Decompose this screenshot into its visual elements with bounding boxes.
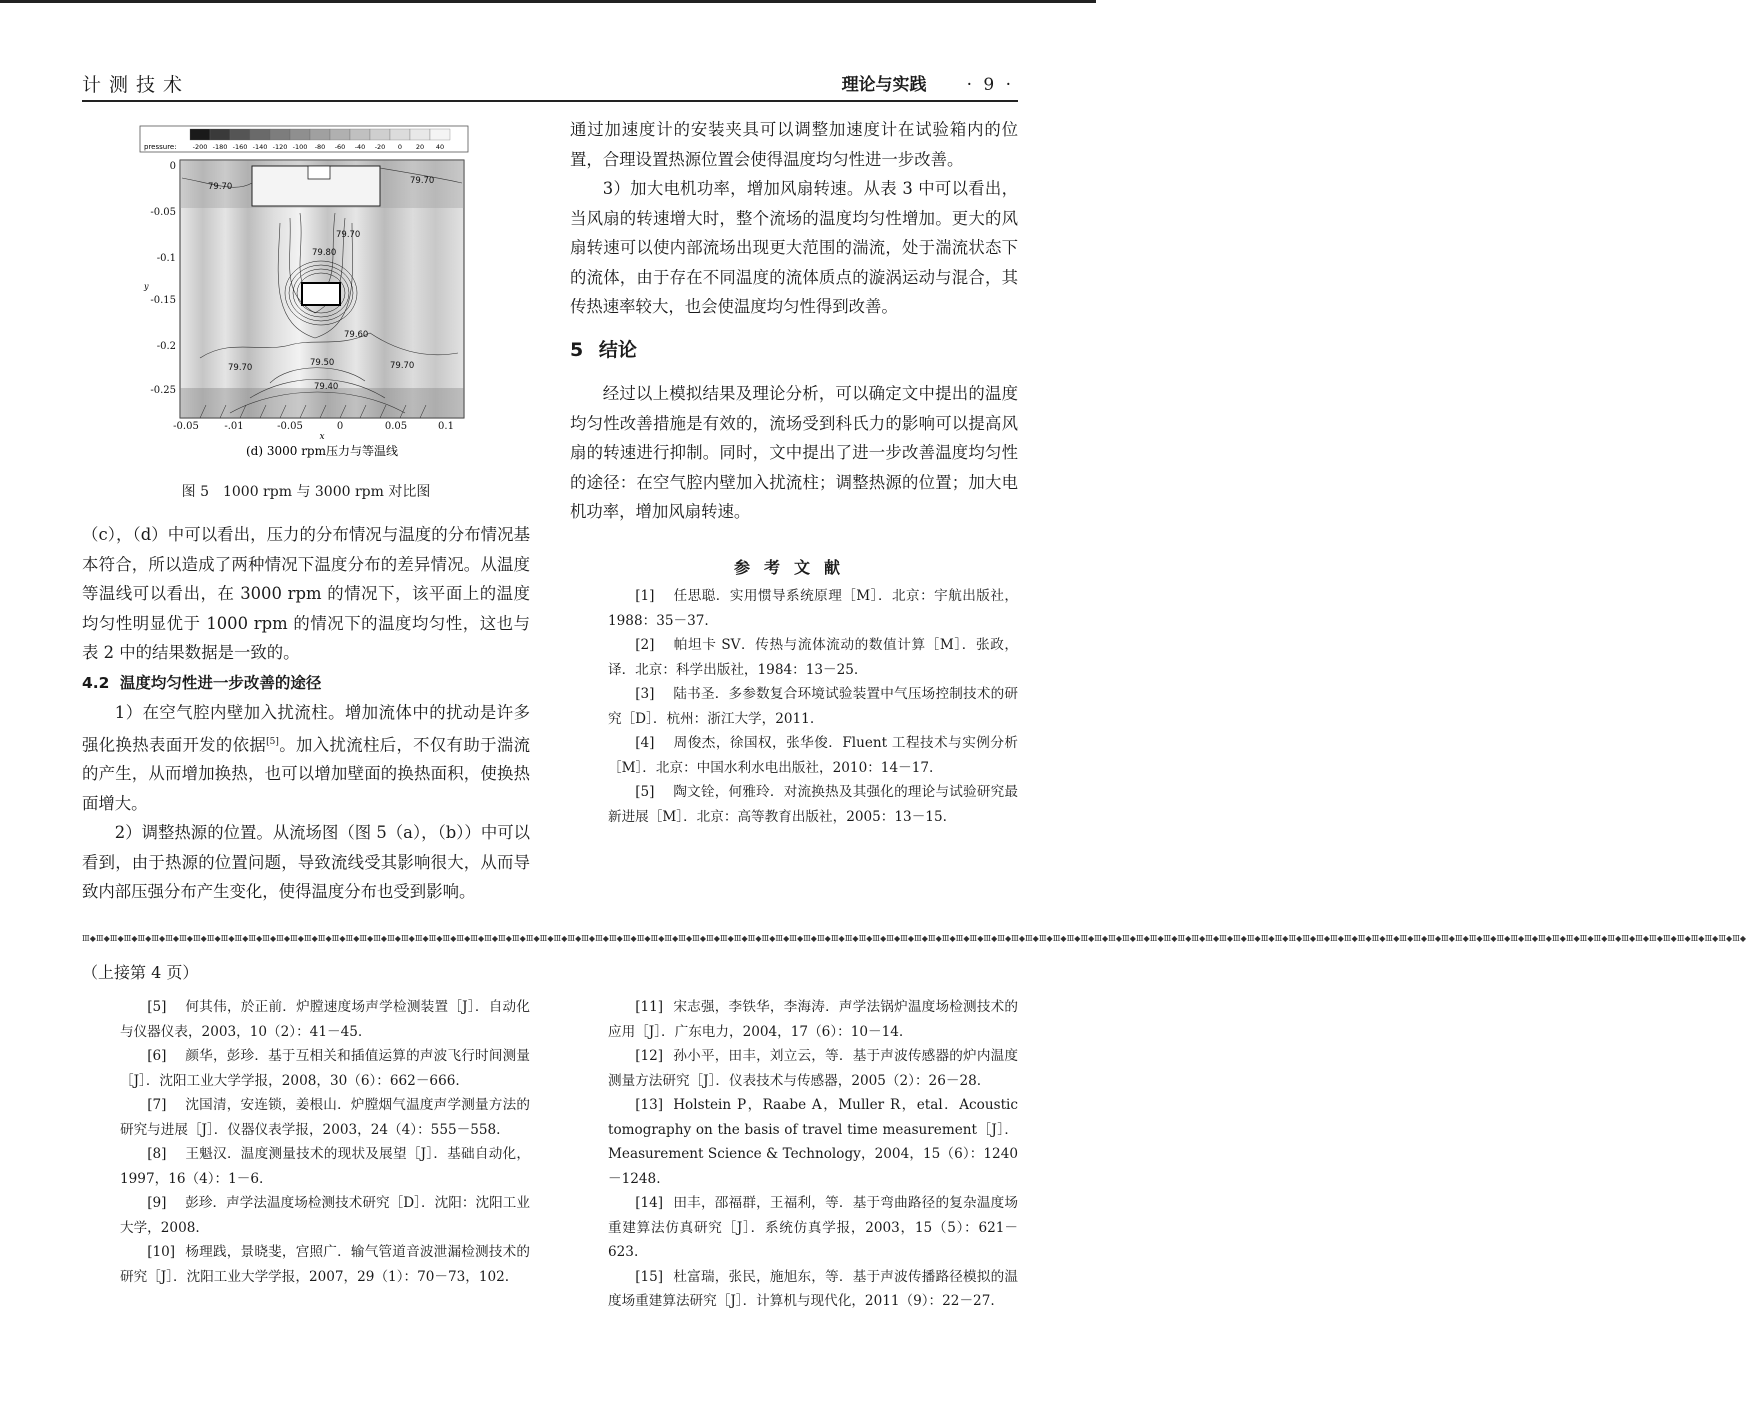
reference-number: [14] [635,1195,664,1211]
legend-tick: -140 [252,143,268,151]
reference-text: 王魁汉．温度测量技术的现状及展望［J］．基础自动化，1997，16（4）：1－6. [120,1146,530,1187]
reference-entry [570,1191,1018,1265]
contour-label: 79.80 [312,248,337,258]
contour-label: 79.70 [336,230,361,240]
legend-swatch [270,129,290,140]
figure-5d [140,123,470,463]
legend-swatch [250,129,270,140]
legend-tick: -60 [334,143,346,151]
legend-tick: -20 [374,143,386,151]
section-heading [570,336,1018,366]
continued-reference-list-left [82,995,530,1289]
contour-label: 79.70 [390,361,415,371]
heat-source [302,283,340,305]
legend-swatch [350,129,370,140]
y-tick: -0.25 [150,385,176,396]
section-divider: Ⅲ◆Ⅲ◆Ⅲ◆Ⅲ◆Ⅲ◆Ⅲ◆Ⅲ◆Ⅲ◆Ⅲ◆Ⅲ◆Ⅲ◆Ⅲ◆Ⅲ◆Ⅲ◆Ⅲ◆Ⅲ◆Ⅲ◆Ⅲ◆Ⅲ◆Ⅲ◆Ⅲ◆Ⅲ◆Ⅲ◆Ⅲ◆Ⅲ◆Ⅲ◆Ⅲ◆Ⅲ◆Ⅲ◆Ⅲ◆Ⅲ◆Ⅲ◆Ⅲ◆Ⅲ◆Ⅲ◆Ⅲ◆Ⅲ◆Ⅲ◆Ⅲ◆Ⅲ◆Ⅲ◆Ⅲ◆Ⅲ◆Ⅲ◆Ⅲ◆Ⅲ◆Ⅲ◆Ⅲ◆Ⅲ◆Ⅲ◆Ⅲ◆Ⅲ◆Ⅲ◆Ⅲ◆Ⅲ◆Ⅲ◆Ⅲ◆Ⅲ◆Ⅲ◆Ⅲ◆Ⅲ◆Ⅲ◆Ⅲ◆Ⅲ◆Ⅲ◆Ⅲ◆Ⅲ◆Ⅲ◆Ⅲ◆Ⅲ◆Ⅲ◆Ⅲ◆Ⅲ◆Ⅲ◆Ⅲ◆Ⅲ◆Ⅲ◆Ⅲ◆Ⅲ◆Ⅲ◆Ⅲ◆Ⅲ◆Ⅲ◆Ⅲ◆Ⅲ◆Ⅲ◆Ⅲ◆Ⅲ◆Ⅲ◆Ⅲ◆Ⅲ◆Ⅲ◆Ⅲ◆Ⅲ◆Ⅲ◆Ⅲ◆Ⅲ◆Ⅲ◆Ⅲ◆Ⅲ◆Ⅲ◆Ⅲ◆Ⅲ◆Ⅲ◆Ⅲ◆Ⅲ◆Ⅲ◆Ⅲ◆Ⅲ◆Ⅲ◆Ⅲ◆Ⅲ◆Ⅲ◆Ⅲ◆Ⅲ◆Ⅲ◆Ⅲ◆Ⅲ◆Ⅲ◆Ⅲ◆ [82,934,1746,943]
reference-text: Holstein P，Raabe A，Muller R，etal．Acoustic tomography on the basis of travel time measurement［J］．Measurement Science & Technology，2004，15（6）：1240－1248. [608,1097,1018,1187]
running-header [842,70,1014,95]
paragraph: 通过加速度计的安装夹具可以调整加速度计在试验箱内的位置，合理设置热源位置会使得温度均匀性进一步改善。 [570,120,1018,169]
y-tick: -0.15 [150,295,176,306]
reference-entry [82,1191,530,1240]
reference-text: 彭珍．声学法温度场检测技术研究［D］．沈阳：沈阳工业大学，2008. [120,1195,530,1236]
section-name: 理论与实践 [841,75,927,95]
paragraph: 经过以上模拟结果及理论分析，可以确定文中提出的温度均匀性改善措施是有效的，流场受到科氏力的影响可以提高风扇的转速进行抑制。同时，文中提出了进一步改善温度均匀性的途径：在空气腔内壁加入扰流柱；调整热源的位置；加大电机功率，增加风扇转速。 [570,384,1018,521]
y-tick: -0.1 [156,253,176,264]
reference-number: [11] [635,999,664,1015]
reference-text: 沈国清，安连锁，姜根山．炉膛烟气温度声学测量方法的研究与进展［J］．仪器仪表学报，2003，24（4）：555－558. [120,1097,530,1138]
legend-tick: -120 [272,143,288,151]
journal-name: 计测技术 [82,74,191,96]
reference-entry [570,780,1018,829]
reference-text: 杜富瑞，张民，施旭东，等．基于声波传播路径模拟的温度场重建算法研究［J］．计算机与现代化，2011（9）：22－27. [608,1268,1018,1309]
right-column [570,115,1018,829]
reference-number: [13] [635,1097,664,1113]
x-tick-labels [173,421,454,432]
legend-tick: -40 [354,143,366,151]
reference-text: 陶文铨，何雅玲．对流换热及其强化的理论与试验研究最新进展［M］．北京：高等教育出版社，2005：13－15. [608,784,1018,825]
left-column [82,520,530,907]
reference-entry [82,1093,530,1142]
reference-text: 帕坦卡 SV．传热与流体流动的数值计算［M］．张政，译．北京：科学出版社，1984：13－25. [608,637,1018,678]
x-tick: 0.05 [384,421,408,432]
x-tick: -.01 [224,421,244,432]
reference-number: [12] [635,1048,664,1064]
reference-number: [15] [635,1268,664,1285]
legend-swatch [190,129,210,140]
contour-label: 79.50 [310,358,335,368]
reference-entry [82,1044,530,1093]
legend-swatch [230,129,250,140]
section-title: 结论 [598,338,637,361]
legend-tick: -200 [192,143,208,151]
reference-text: 孙小平，田丰，刘立云，等．基于声波传感器的炉内温度测量方法研究［J］．仪表技术与传感器，2005（2）：26－28. [608,1048,1018,1089]
y-axis-label: y [144,282,149,291]
legend-tick: -180 [212,143,228,151]
reference-entry [570,682,1018,731]
legend-swatch [330,129,350,140]
reference-text: 周俊杰，徐国权，张华俊．Fluent 工程技术与实例分析［M］．北京：中国水利水电出版社，2010：14－17. [608,735,1018,776]
y-tick: 0 [169,161,176,172]
reference-entry [570,1044,1018,1093]
x-tick: 0.1 [438,421,454,432]
reference-text: 陆书圣．多参数复合环境试验装置中气压场控制技术的研究［D］．杭州：浙江大学，2011. [608,686,1018,727]
reference-text: 宋志强，李铁华，李海涛．声学法锅炉温度场检测技术的应用［J］．广东电力，2004，17（6）：10－14. [608,999,1018,1040]
reference-number: [3] [635,686,655,702]
reference-text: 颜华，彭珍．基于互相关和插值运算的声波飞行时间测量［J］．沈阳工业大学学报，2008，30（6）：662－666. [120,1048,530,1089]
y-tick: -0.2 [156,341,176,352]
paragraph: （c），（d）中可以看出，压力的分布情况与温度的分布情况基本符合，所以造成了两种情况下温度分布的差异情况。从温度等温线可以看出，在 3000 rpm 的情况下，该平面上的温度均匀性明显优于 1000 rpm 的情况下的温度均匀性，这也与表 2 中的结果数据是一致的。 [82,525,530,662]
x-tick: -0.05 [173,421,199,432]
paragraph [82,698,530,818]
legend-swatch [290,129,310,140]
legend-label: pressure: [144,143,177,151]
reference-text: 任思聪．实用惯导系统原理［M］．北京：宇航出版社，1988：35－37. [608,588,1018,629]
reference-number: [10] [147,1244,176,1260]
contour-label: 79.70 [228,363,253,373]
legend-tick: 20 [415,143,425,151]
y-tick: -0.05 [150,207,176,218]
reference-number: [2] [635,637,655,653]
reference-entry [570,731,1018,780]
reference-number: [9] [147,1195,167,1211]
subsection-title: 温度均匀性进一步改善的途径 [119,673,322,692]
reference-entry [82,995,530,1044]
reference-number: [1] [635,588,655,604]
paragraph-text: 。加入扰流柱后，不仅有助于湍流的产生，从而增加换热，也可以增加壁面的换热面积，使换热面增大。 [82,734,531,813]
paragraph: 3）加大电机功率，增加风扇转速。从表 3 中可以看出，当风扇的转速增大时，整个流场的温度均匀性增加。更大的风扇转速可以使内部流场出现更大范围的湍流，处于湍流状态下的流体，由于存在不同温度的流体质点的漩涡运动与混合，其传热速率较大，也会使温度均匀性得到改善。 [570,179,1018,316]
reference-number: [5] [147,999,167,1015]
legend-swatch [210,129,230,140]
citation: [5] [266,736,279,747]
legend-swatch [390,129,410,140]
reference-text: 杨理践，景晓斐，宫照广．输气管道音波泄漏检测技术的研究［J］．沈阳工业大学学报，2007，29（1）：70－73，102. [120,1244,530,1285]
references-title: 参考文献 [733,557,854,577]
legend-swatch [430,129,450,140]
section-number: 5 [570,338,584,361]
page-number: · 9 · [966,75,1014,95]
reference-entry [570,1265,1018,1314]
header-rule [82,100,1018,102]
reference-text: 何其伟，於正前．炉膛速度场声学检测装置［J］．自动化与仪器仪表，2003，10（2）：41－45. [120,999,530,1040]
reference-number: [4] [635,735,655,751]
reference-entry [570,1093,1018,1191]
legend-swatch [370,129,390,140]
reference-entry [82,1142,530,1191]
reference-number: [6] [147,1048,167,1064]
reference-entry [570,633,1018,682]
paragraph: 2）调整热源的位置。从流场图（图 5（a），（b））中可以看到，由于热源的位置问题，导致流线受其影响很大，从而导致内部压强分布产生变化，使得温度分布也受到影响。 [82,823,530,902]
y-tick-labels [150,161,176,396]
figure-subcaption: (d) 3000 rpm压力与等温线 [245,444,399,458]
x-tick: -0.05 [277,421,303,432]
reference-number: [8] [147,1146,167,1162]
continued-reference-list-right [570,995,1018,1314]
reference-entry [82,1240,530,1289]
legend-tick: 0 [397,143,403,151]
x-tick: 0 [336,421,344,432]
contour-label: 79.60 [344,330,369,340]
paragraph-text: 1）在空气腔内壁加入扰流柱。增加流体中的扰动是许多强化换热表面开发的依据 [82,703,530,754]
top-rule [0,0,1096,3]
reference-text: 田丰，邵福群，王福利，等．基于弯曲路径的复杂温度场重建算法仿真研究［J］．系统仿真学报，2003，15（5）：621－623. [608,1195,1018,1260]
x-axis-label: x [319,432,325,442]
subsection-number: 4.2 [82,673,110,692]
legend-swatch [410,129,430,140]
subsection-heading [82,668,530,699]
legend-tick: -100 [292,143,308,151]
reference-entry [570,584,1018,633]
reference-list [570,584,1018,829]
reference-number: [7] [147,1097,167,1113]
legend-tick: 40 [435,143,445,151]
fan-hub [308,166,330,179]
legend-swatch [310,129,330,140]
reference-number: [5] [635,784,655,800]
legend-tick: -80 [314,143,326,151]
continued-note: （上接第 4 页） [82,963,199,982]
contour-label: 79.70 [208,182,233,192]
contour-label: 79.40 [314,382,339,392]
legend-tick: -160 [232,143,248,151]
legend-colorbar [190,129,450,140]
reference-entry [570,995,1018,1044]
figure-caption: 图 5 1000 rpm 与 3000 rpm 对比图 [181,484,431,500]
contour-label: 79.70 [410,176,435,186]
